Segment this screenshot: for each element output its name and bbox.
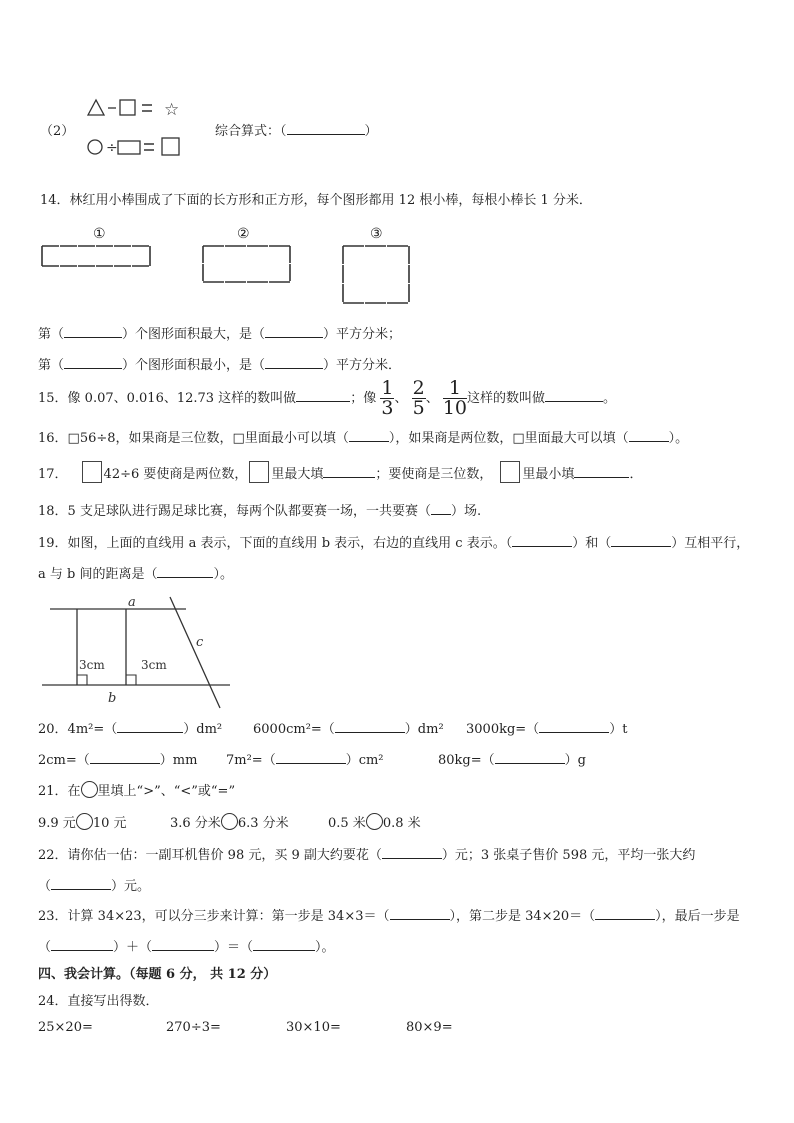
q20-item: 6000cm²=（ ）dm² [253,722,444,737]
q24-title: 24．直接写出得数． [38,994,159,1009]
figure-label-3: ③ [370,226,383,242]
q14-line2: 第（ ）个图形面积最小，是（ ）平方分米． [38,358,402,373]
answer-blank[interactable] [495,751,565,764]
q22-line1: 22．请你估一估：一副耳机售价 98 元，买 9 副大约要花（ ）元；3 张桌子售价 598 元，平均一张大约 [38,848,696,863]
answer-blank[interactable] [90,751,160,764]
q14-figures [35,222,425,308]
q24-item: 80×9= [406,1020,453,1035]
answer-blank[interactable] [545,389,603,402]
square-box[interactable] [500,461,520,483]
answer-blank[interactable] [574,465,629,478]
circle-icon [88,140,102,154]
q21-item: 0.5 米 0.8 米 [328,812,421,831]
answer-blank[interactable] [253,938,315,951]
q16: 16．□56÷8，如果商是三位数，□里面最小可以填（ ），如果商是两位数，□里面最大可以填（ ）。 [38,431,689,446]
answer-blank[interactable] [390,907,450,920]
figure-label-2: ② [237,226,250,242]
q24-item: 30×10= [286,1020,341,1035]
fraction: $\frac{2}{5}$ [412,377,425,419]
section-title: 四、我会计算。（每题 6 分， 共 12 分） [38,967,277,982]
q24-item: 25×20= [38,1020,93,1035]
compare-circle[interactable] [76,813,93,830]
q20-item: 2cm=（ ）mm [38,753,198,768]
answer-blank[interactable] [287,122,365,135]
square-box[interactable] [82,461,102,483]
answer-blank[interactable] [265,325,323,338]
answer-blank[interactable] [335,720,405,733]
answer-blank[interactable] [629,429,669,442]
figure-3 [343,246,409,303]
q21-item: 3.6 分米 6.3 分米 [170,812,289,831]
q17: 17． 42÷6 要使商是两位数， 里最大填 ；要使商是三位数， 里最小填 ． [38,461,642,483]
compare-circle[interactable] [366,813,383,830]
q20-item: 7m²=（ ）cm² [226,753,384,768]
q15: 15．像 0.07、0.016、12.73 这样的数叫做 ；像 $\frac{1}{3}$ 、 $\frac{2}{5}$ 、 $\frac{1}{10}$ 这样的数叫做 。 [38,377,617,419]
q23-line1: 23．计算 34×23，可以分三步来计算：第一步是 34×3＝（ ），第二步是 34×20＝（ ），最后一步是 [38,909,740,924]
q13-label: （2） [40,124,75,139]
label-c: c [196,635,204,650]
answer-blank[interactable] [265,356,323,369]
q18: 18．5 支足球队进行踢足球比赛，每两个队都要赛一场，一共要赛（ ）场. [38,504,482,519]
q24-item: 270÷3= [166,1020,221,1035]
square-icon [120,100,135,115]
answer-blank[interactable] [117,720,183,733]
q21-title: 21．在 里填上“>”、“<”或“=” [38,780,235,799]
q20-item: 3000kg=（ ）t [466,722,628,737]
answer-blank[interactable] [512,534,572,547]
q19-line2: a 与 b 间的距离是（ ）。 [38,567,233,582]
q19-line1: 19．如图，上面的直线用 a 表示，下面的直线用 b 表示，右边的直线用 c 表示。（ ）和（ ）互相平行， [38,536,750,551]
answer-blank[interactable] [276,751,346,764]
q21-item: 9.9 元 10 元 [38,812,127,831]
q13-equations [86,96,186,160]
answer-blank[interactable] [323,465,375,478]
q13-combined: 综合算式：（ ） [215,124,378,139]
figure-label-1: ① [93,226,106,242]
q23-line2: （ ）＋（ ）＝（ ）。 [38,940,335,955]
answer-blank[interactable] [382,846,442,859]
answer-blank[interactable] [157,565,213,578]
figure-2 [203,246,290,282]
circle-icon [81,781,98,798]
star-icon: ☆ [164,100,180,120]
compare-circle[interactable] [221,813,238,830]
answer-blank[interactable] [51,877,111,890]
fraction: $\frac{1}{10}$ [442,377,468,419]
svg-text:÷: ÷ [106,140,118,156]
answer-blank[interactable] [431,502,451,515]
line-c [170,597,220,708]
answer-blank[interactable] [539,720,609,733]
height-label-2: 3cm [141,658,167,672]
answer-blank[interactable] [51,938,113,951]
q19-figure [40,592,230,710]
answer-blank[interactable] [152,938,214,951]
fraction: $\frac{1}{3}$ [381,377,394,419]
q14-line1: 第（ ）个图形面积最大，是（ ）平方分米； [38,327,402,342]
answer-blank[interactable] [64,325,122,338]
triangle-icon [88,100,104,115]
figure-1 [42,246,150,266]
label-a: a [128,595,136,610]
rectangle-icon [118,141,140,154]
square-box[interactable] [249,461,269,483]
label-b: b [108,691,117,706]
answer-blank[interactable] [349,429,389,442]
answer-blank[interactable] [296,389,350,402]
q22-line2: （ ）元。 [38,879,151,894]
square-icon [162,138,179,155]
answer-blank[interactable] [611,534,671,547]
answer-blank[interactable] [595,907,655,920]
q14-text: 14．林红用小棒围成了下面的长方形和正方形，每个图形都用 12 根小棒，每根小棒长 1 分米． [40,193,592,208]
height-label-1: 3cm [79,658,105,672]
q20-item: 20．4m²=（ ）dm² [38,722,223,737]
q20-item: 80kg=（ ）g [438,753,586,768]
answer-blank[interactable] [64,356,122,369]
